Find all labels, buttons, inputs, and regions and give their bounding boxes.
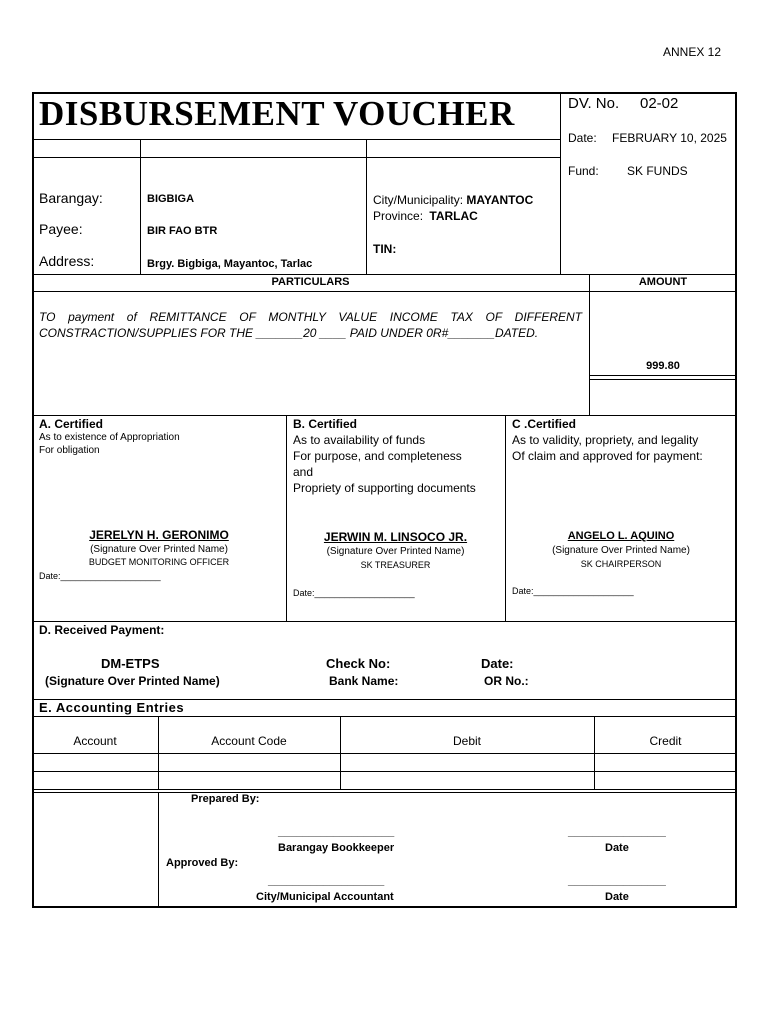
- cert-b-line-2: For purpose, and completeness: [293, 449, 462, 463]
- barangay-label: Barangay:: [39, 190, 103, 206]
- cert-c-name: ANGELO L. AQUINO: [567, 530, 675, 542]
- approved-date-line: ________________: [568, 875, 666, 887]
- address-label: Address:: [39, 253, 95, 269]
- accountant-label: City/Municipal Accountant: [256, 891, 394, 903]
- divider: [158, 792, 159, 908]
- table-row: [32, 771, 737, 772]
- cert-c-date: Date:____________________: [512, 586, 634, 596]
- divider: [32, 274, 737, 275]
- divider: [505, 415, 506, 621]
- divider: [589, 375, 737, 376]
- divider: [286, 415, 287, 621]
- cert-b-line-3: and: [293, 465, 314, 479]
- cert-b-position: SK TREASURER: [360, 560, 431, 570]
- received-name: DM-ETPS: [101, 656, 160, 671]
- col-header-debit: Debit: [452, 734, 481, 748]
- barangay-value: BIGBIGA: [147, 193, 195, 205]
- bank-name-label: Bank Name:: [329, 674, 399, 688]
- divider: [32, 789, 737, 790]
- cert-a-date: Date:____________________: [39, 571, 161, 581]
- col-header-account-code: Account Code: [211, 734, 287, 748]
- divider: [32, 291, 737, 292]
- divider: [366, 139, 367, 274]
- cert-a-signature-caption: (Signature Over Printed Name): [90, 544, 228, 555]
- cert-c-position: SK CHAIRPERSON: [580, 559, 662, 569]
- date-value: FEBRUARY 10, 2025: [612, 131, 727, 145]
- tin-label: TIN:: [373, 242, 397, 256]
- cert-a-position: BUDGET MONITORING OFFICER: [88, 557, 230, 567]
- particulars-header: PARTICULARS: [271, 276, 350, 288]
- province-label: Province:: [373, 209, 424, 223]
- check-no-label: Check No:: [326, 656, 391, 671]
- cert-a-line-1: As to existence of Appropriation: [39, 432, 180, 443]
- or-no-label: OR No.:: [484, 674, 529, 688]
- col-header-account: Account: [73, 734, 117, 748]
- page-title: DISBURSEMENT VOUCHER: [39, 94, 515, 133]
- date-label: Date:: [568, 131, 597, 145]
- cert-b-line-1: As to availability of funds: [293, 433, 426, 447]
- bookkeeper-label: Barangay Bookkeeper: [278, 842, 395, 854]
- prepared-date-label: Date: [605, 842, 629, 854]
- address-value: Brgy. Bigbiga, Mayantoc, Tarlac: [147, 258, 313, 270]
- divider: [32, 139, 560, 140]
- divider: [140, 139, 141, 274]
- accountant-signature-line: ___________________: [268, 875, 385, 887]
- city-label: City/Municipality:: [373, 193, 464, 207]
- divider: [32, 415, 737, 416]
- cert-b-date: Date:____________________: [293, 588, 415, 598]
- divider: [32, 792, 737, 793]
- approved-date-label: Date: [605, 891, 629, 903]
- divider: [32, 621, 737, 622]
- payee-label: Payee:: [39, 221, 83, 237]
- dv-no-value: 02-02: [640, 95, 679, 112]
- province-row: [373, 209, 478, 223]
- payee-value: BIR FAO BTR: [147, 225, 218, 237]
- cert-c-title: C .Certified: [512, 417, 577, 431]
- cert-a-title: A. Certified: [39, 417, 104, 431]
- bookkeeper-signature-line: ___________________: [278, 826, 395, 838]
- received-signature-caption: (Signature Over Printed Name): [45, 674, 220, 688]
- cert-c-line-1: As to validity, propriety, and legality: [512, 433, 699, 447]
- cert-c-line-2: Of claim and approved for payment:: [512, 449, 703, 463]
- prepared-by-label: Prepared By:: [191, 793, 260, 805]
- fund-value: SK FUNDS: [627, 164, 688, 178]
- prepared-date-line: ________________: [568, 826, 666, 838]
- divider: [32, 716, 737, 717]
- received-title: D. Received Payment:: [39, 623, 165, 637]
- divider: [32, 157, 560, 158]
- amount-header: AMOUNT: [638, 276, 688, 288]
- col-header-credit: Credit: [649, 734, 682, 748]
- cert-b-title: B. Certified: [293, 417, 358, 431]
- city-value: MAYANTOC: [466, 193, 534, 207]
- cert-b-signature-caption: (Signature Over Printed Name): [326, 546, 465, 557]
- cert-b-line-4: Propriety of supporting documents: [293, 481, 476, 495]
- cert-a-name: JERELYN H. GERONIMO: [89, 528, 229, 542]
- approved-by-label: Approved By:: [166, 857, 239, 869]
- particulars-line-2: CONSTRACTION/SUPPLIES FOR THE _______20 ____ PAID UNDER 0R#_______DATED.: [39, 326, 539, 340]
- annex-label: ANNEX 12: [663, 45, 722, 59]
- fund-label: Fund:: [568, 164, 599, 178]
- city-row: [373, 193, 533, 207]
- amount-value: 999.80: [646, 360, 680, 372]
- particulars-line-1: TO payment of REMITTANCE OF MONTHLY VALUE INCOME TAX OF DIFFERENT: [39, 310, 582, 324]
- divider: [589, 379, 737, 380]
- cert-c-signature-caption: (Signature Over Printed Name): [552, 545, 690, 556]
- cert-b-name: JERWIN M. LINSOCO JR.: [323, 530, 468, 544]
- divider: [589, 274, 590, 415]
- accounting-title: E. Accounting Entries: [39, 700, 185, 715]
- province-value: TARLAC: [429, 209, 478, 223]
- divider: [560, 92, 561, 274]
- received-date-label: Date:: [481, 656, 514, 671]
- cert-a-line-2: For obligation: [39, 445, 100, 456]
- table-row: [32, 753, 737, 754]
- dv-no-label: DV. No.: [568, 95, 620, 112]
